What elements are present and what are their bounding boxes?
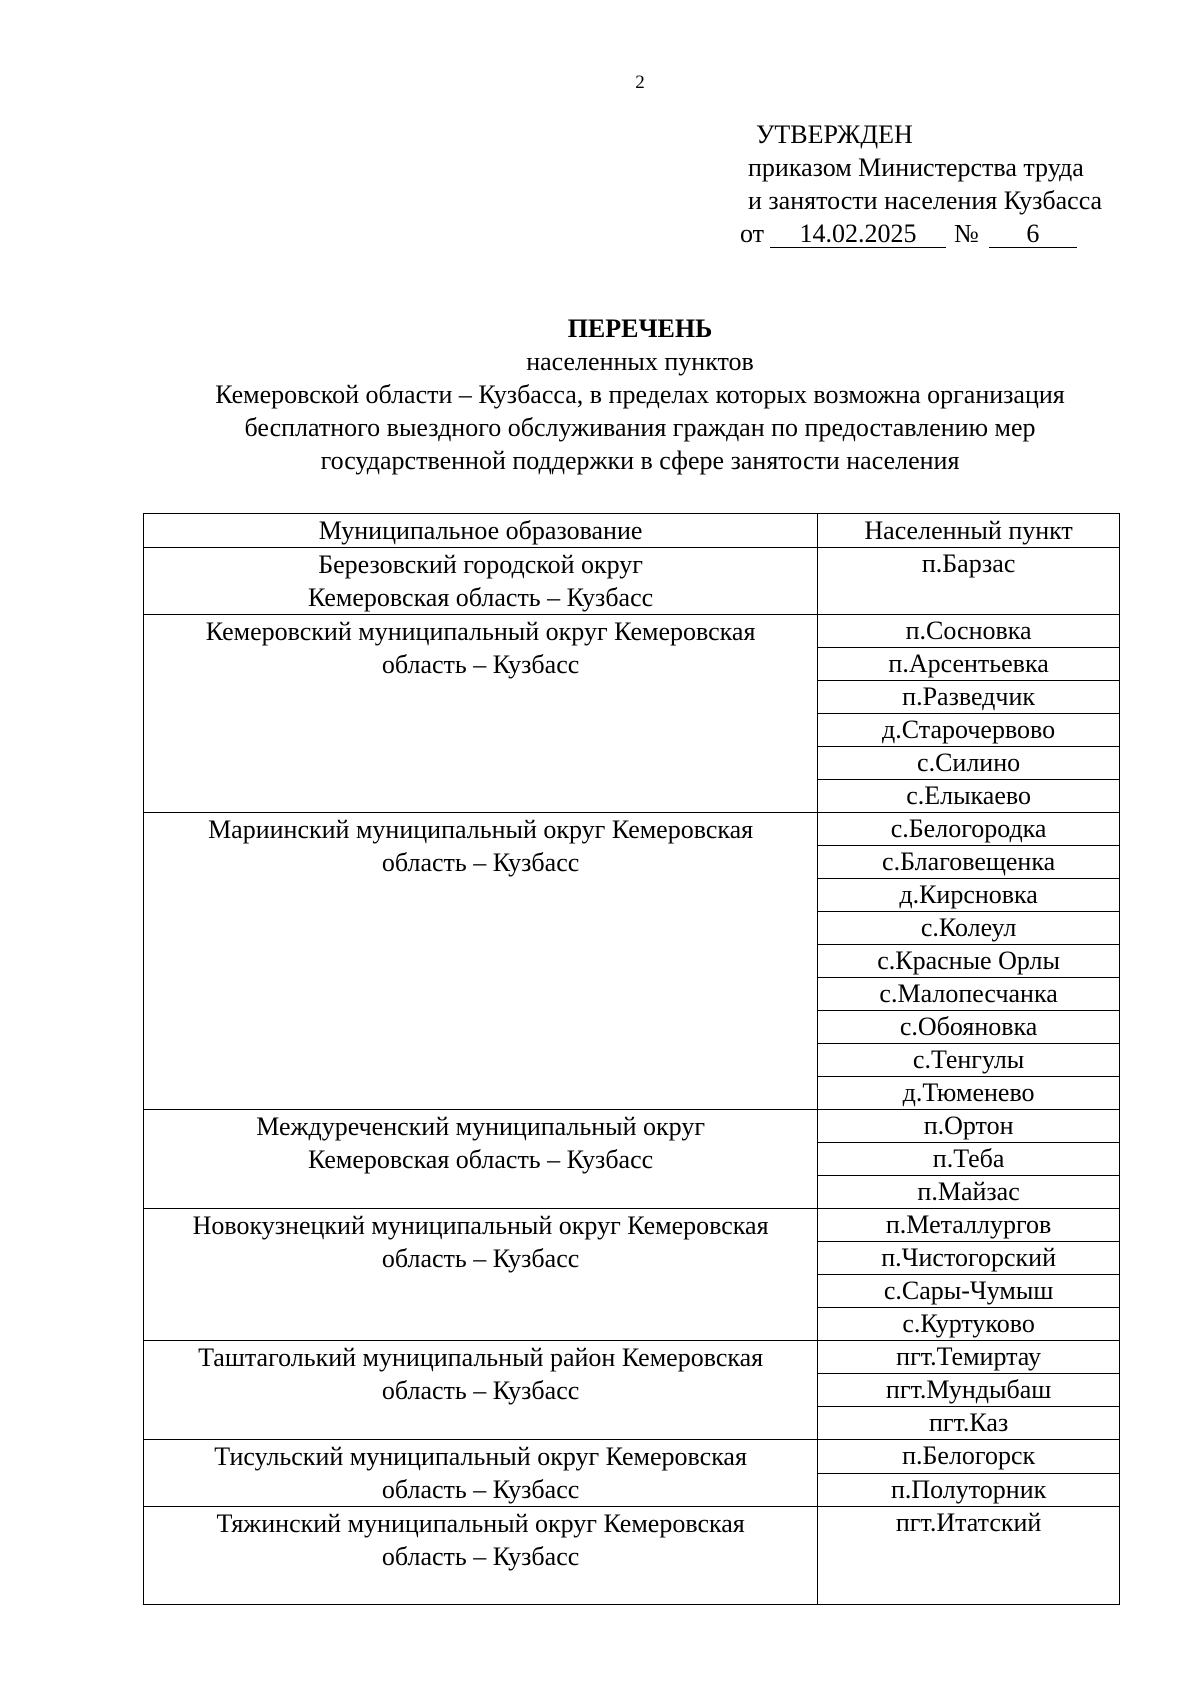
municipality-cell	[144, 813, 818, 1110]
municipality-name-line: Кемеровская область – Кузбасс	[308, 1145, 654, 1174]
column-header-municipality: Муниципальное образование	[144, 514, 818, 548]
settlement-cell: д.Кирсновка	[818, 879, 1120, 912]
page-number: 2	[635, 72, 645, 93]
settlements-table	[143, 513, 1120, 1605]
municipality-cell	[144, 1440, 818, 1507]
settlement-cell: п.Полуторник	[818, 1473, 1120, 1507]
title-main: ПЕРЕЧЕНЬ	[567, 314, 713, 343]
municipality-name-line: Новокузнецкий муниципальный округ Кемеровская	[192, 1211, 769, 1240]
settlement-cell: с.Сары-Чумыш	[818, 1275, 1120, 1308]
settlement-cell: с.Белогородка	[818, 813, 1120, 846]
municipality-cell	[144, 1341, 818, 1440]
settlement-cell: пгт.Мундыбаш	[818, 1374, 1120, 1407]
settlement-cell: п.Ортон	[818, 1110, 1120, 1143]
settlement-cell: пгт.Итатский	[818, 1507, 1120, 1605]
column-header-settlement: Населенный пункт	[818, 514, 1120, 548]
settlement-cell: с.Елыкаево	[818, 780, 1120, 813]
settlement-cell: п.Сосновка	[818, 615, 1120, 648]
municipality-name-line: Березовский городской округ	[318, 550, 643, 579]
from-label: от	[740, 219, 765, 248]
municipality-name-line: Тяжинский муниципальный округ Кемеровская	[216, 1509, 745, 1538]
title-line: бесплатного выездного обслуживания граждан по предоставлению мер	[244, 413, 1036, 442]
municipality-name-line: область – Кузбасс	[381, 1542, 580, 1571]
approval-stamp	[740, 118, 1102, 250]
approval-line: приказом Министерства труда	[748, 153, 1084, 182]
municipality-name-line: Междуреченский муниципальный округ	[256, 1112, 705, 1141]
municipality-name-line: Кемеровская область – Кузбасс	[308, 583, 654, 612]
approval-title: УТВЕРЖДЕН	[756, 120, 913, 149]
settlement-cell: с.Колеул	[818, 912, 1120, 945]
settlement-cell: п.Чистогорский	[818, 1242, 1120, 1275]
municipality-name-line: Тисульский муниципальный округ Кемеровская	[214, 1442, 747, 1471]
settlement-cell: с.Малопесчанка	[818, 978, 1120, 1011]
municipality-name-line: Мариинский муниципальный округ Кемеровская	[208, 815, 754, 844]
municipality-name-line: область – Кузбасс	[381, 650, 580, 679]
municipality-name-line: область – Кузбасс	[381, 1475, 580, 1504]
settlement-cell: пгт.Каз	[818, 1407, 1120, 1440]
approval-date-line	[740, 217, 1102, 250]
title-line: государственной поддержки в сфере занятости населения	[320, 446, 960, 475]
table-row	[144, 615, 1120, 648]
settlement-cell: д.Старочервово	[818, 714, 1120, 747]
municipality-name-line: область – Кузбасс	[381, 1376, 580, 1405]
number-label: №	[954, 219, 979, 248]
settlement-cell: п.Майзас	[818, 1176, 1120, 1209]
approval-date: 14.02.2025	[770, 221, 946, 248]
settlement-cell: п.Арсентьевка	[818, 648, 1120, 681]
municipality-cell	[144, 615, 818, 813]
table-row	[144, 1110, 1120, 1143]
municipality-cell	[144, 1507, 818, 1605]
settlement-cell: п.Разведчик	[818, 681, 1120, 714]
title-line: Кемеровской области – Кузбасса, в пределах которых возможна организация	[215, 380, 1065, 409]
document-title	[0, 312, 1200, 477]
settlement-cell: с.Обояновка	[818, 1011, 1120, 1044]
municipality-name-line: область – Кузбасс	[381, 848, 580, 877]
table-row	[144, 1440, 1120, 1474]
municipality-name-line: Таштаголький муниципальный район Кемеровская	[198, 1343, 764, 1372]
table-row	[144, 1209, 1120, 1242]
municipality-name-line: Кемеровский муниципальный округ Кемеровская	[205, 617, 756, 646]
settlement-cell: с.Силино	[818, 747, 1120, 780]
settlement-cell: п.Барзас	[818, 548, 1120, 615]
settlement-cell: п.Металлургов	[818, 1209, 1120, 1242]
settlement-cell: с.Куртуково	[818, 1308, 1120, 1341]
table-row	[144, 548, 1120, 615]
settlement-cell: с.Тенгулы	[818, 1044, 1120, 1077]
table-header-row	[144, 514, 1120, 548]
table-row	[144, 1341, 1120, 1374]
settlement-cell: п.Теба	[818, 1143, 1120, 1176]
table-row	[144, 1507, 1120, 1605]
title-line: населенных пунктов	[526, 347, 754, 376]
municipality-cell	[144, 548, 818, 615]
approval-number: 6	[989, 221, 1077, 248]
settlement-cell: д.Тюменево	[818, 1077, 1120, 1110]
municipality-cell	[144, 1110, 818, 1209]
municipality-cell	[144, 1209, 818, 1341]
settlement-cell: пгт.Темиртау	[818, 1341, 1120, 1374]
settlement-cell: п.Белогорск	[818, 1440, 1120, 1474]
settlement-cell: с.Красные Орлы	[818, 945, 1120, 978]
settlement-cell: с.Благовещенка	[818, 846, 1120, 879]
municipality-name-line: область – Кузбасс	[381, 1244, 580, 1273]
table-row	[144, 813, 1120, 846]
approval-line: и занятости населения Кузбасса	[748, 186, 1103, 215]
